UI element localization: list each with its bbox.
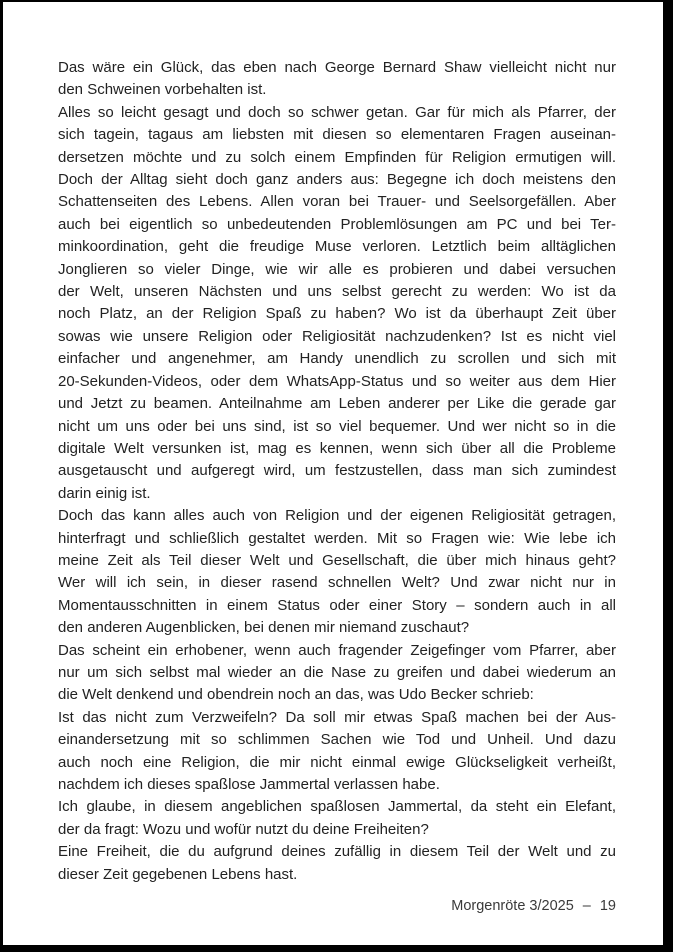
text-line: Ich glaube, in diesem angeblichen spaßlosen Jammertal, da steht ein Elefant, bbox=[58, 798, 616, 816]
text-line: Alles so leicht gesagt und doch so schwer getan. Gar für mich als Pfarrer, der bbox=[58, 103, 616, 121]
text-line: Eine Freiheit, die du aufgrund deines zufällig in diesem Teil der Welt und zu bbox=[58, 843, 616, 861]
page-number: 19 bbox=[599, 898, 616, 915]
text-line: meine Zeit als Teil dieser Welt und Gesellschaft, die über mich hinaus geht? bbox=[58, 551, 616, 569]
text-line: auch noch eine Religion, die mir nicht einmal ewige Glückseligkeit verheißt, bbox=[58, 753, 616, 771]
text-line: der da fragt: Wozu und wofür nutzt du deine Freiheiten? bbox=[58, 820, 429, 838]
body-text bbox=[58, 57, 616, 886]
text-line: digitale Welt versunken ist, mag es kennen, wenn sich über all die Probleme bbox=[58, 439, 616, 457]
text-line: Schattenseiten des Lebens. Allen voran bei Trauer- und Seelsorgefällen. Aber bbox=[58, 193, 616, 211]
text-line: der Welt, unseren Nächsten und uns selbst gerecht zu werden: Wo ist da bbox=[58, 283, 616, 301]
text-line: noch Platz, an der Religion Spaß zu haben? Wo ist da überhaupt Zeit über bbox=[58, 305, 616, 323]
page-footer bbox=[58, 896, 616, 916]
text-line: Doch der Alltag sieht doch ganz anders aus: Begegne ich doch meistens den bbox=[58, 171, 616, 189]
text-line: und Jetzt zu beamen. Anteilnahme am Leben anderer per Like die gerade gar bbox=[58, 395, 616, 413]
journal-title: Morgenröte 3/2025 bbox=[451, 898, 574, 915]
text-line: 20-Sekunden-Videos, oder dem WhatsApp-Status und so weiter aus dem Hier bbox=[58, 372, 616, 390]
text-line: Momentausschnitten in einem Status oder einer Story – sondern auch in all bbox=[58, 596, 616, 614]
text-line: dieser Zeit gegebenen Lebens hast. bbox=[58, 865, 298, 883]
text-line: Das wäre ein Glück, das eben nach George Bernard Shaw vielleicht nicht nur bbox=[58, 59, 616, 76]
text-line: Wer will ich sein, in dieser rasend schnellen Welt? Und zwar nicht nur in bbox=[58, 574, 616, 592]
text-line: sich tagein, tagaus am liebsten mit diesen so elementaren Fragen auseinan- bbox=[58, 126, 616, 144]
text-line: ausgetauscht und aufgeregt wird, um festzustellen, dass man sich zumindest bbox=[58, 462, 616, 480]
text-line: den Schweinen vorbehalten ist. bbox=[58, 81, 267, 99]
text-line: nachdem ich dieses spaßlose Jammertal verlassen habe. bbox=[58, 776, 440, 793]
text-line: nur um sich selbst mal wieder an die Nase zu greifen und dabei wiederum an bbox=[58, 663, 616, 681]
text-line: einfacher und angenehmer, am Handy unendlich zu scrollen und sich mit bbox=[58, 350, 616, 368]
text-line: minkoordination, geht die freudige Muse verloren. Letztlich beim alltäglichen bbox=[58, 238, 616, 256]
text-line: Doch das kann alles auch von Religion und der eigenen Religiosität getragen, bbox=[58, 507, 616, 525]
text-line: nicht um uns oder bei uns sind, ist so viel bequemer. Und wer nicht so in die bbox=[58, 417, 616, 435]
text-line: Ist das nicht zum Verzweifeln? Da soll mir etwas Spaß machen bei der Aus- bbox=[58, 708, 616, 726]
text-line: Das scheint ein erhobener, wenn auch fragender Zeigefinger vom Pfarrer, aber bbox=[58, 641, 616, 659]
footer-dash: – bbox=[582, 898, 591, 915]
text-line: den anderen Augenblicken, bei denen mir niemand zuschaut? bbox=[58, 619, 470, 637]
text-line: einandersetzung mit so schlimmen Sachen wie Tod und Unheil. Und dazu bbox=[58, 731, 616, 749]
text-line: sowas wie unsere Religion oder Religiosität nachzudenken? Ist es nicht viel bbox=[58, 327, 616, 345]
text-line: hinterfragt und schließlich gestaltet werden. Mit so Fragen wie: Wie lebe ich bbox=[58, 529, 616, 547]
text-line: dersetzen möchte und zu solch einem Empfinden für Religion ermutigen will. bbox=[58, 148, 616, 166]
text-line: darin einig ist. bbox=[58, 484, 151, 502]
text-line: auch bei eigentlich so unbedeutenden Problemlösungen am PC und bei Ter- bbox=[58, 215, 616, 233]
text-line: die Welt denkend und obendrein noch an das, was Udo Becker schrieb: bbox=[58, 686, 534, 704]
text-line: Jonglieren so vieler Dinge, wie wir alle es probieren und dabei versuchen bbox=[58, 260, 616, 278]
